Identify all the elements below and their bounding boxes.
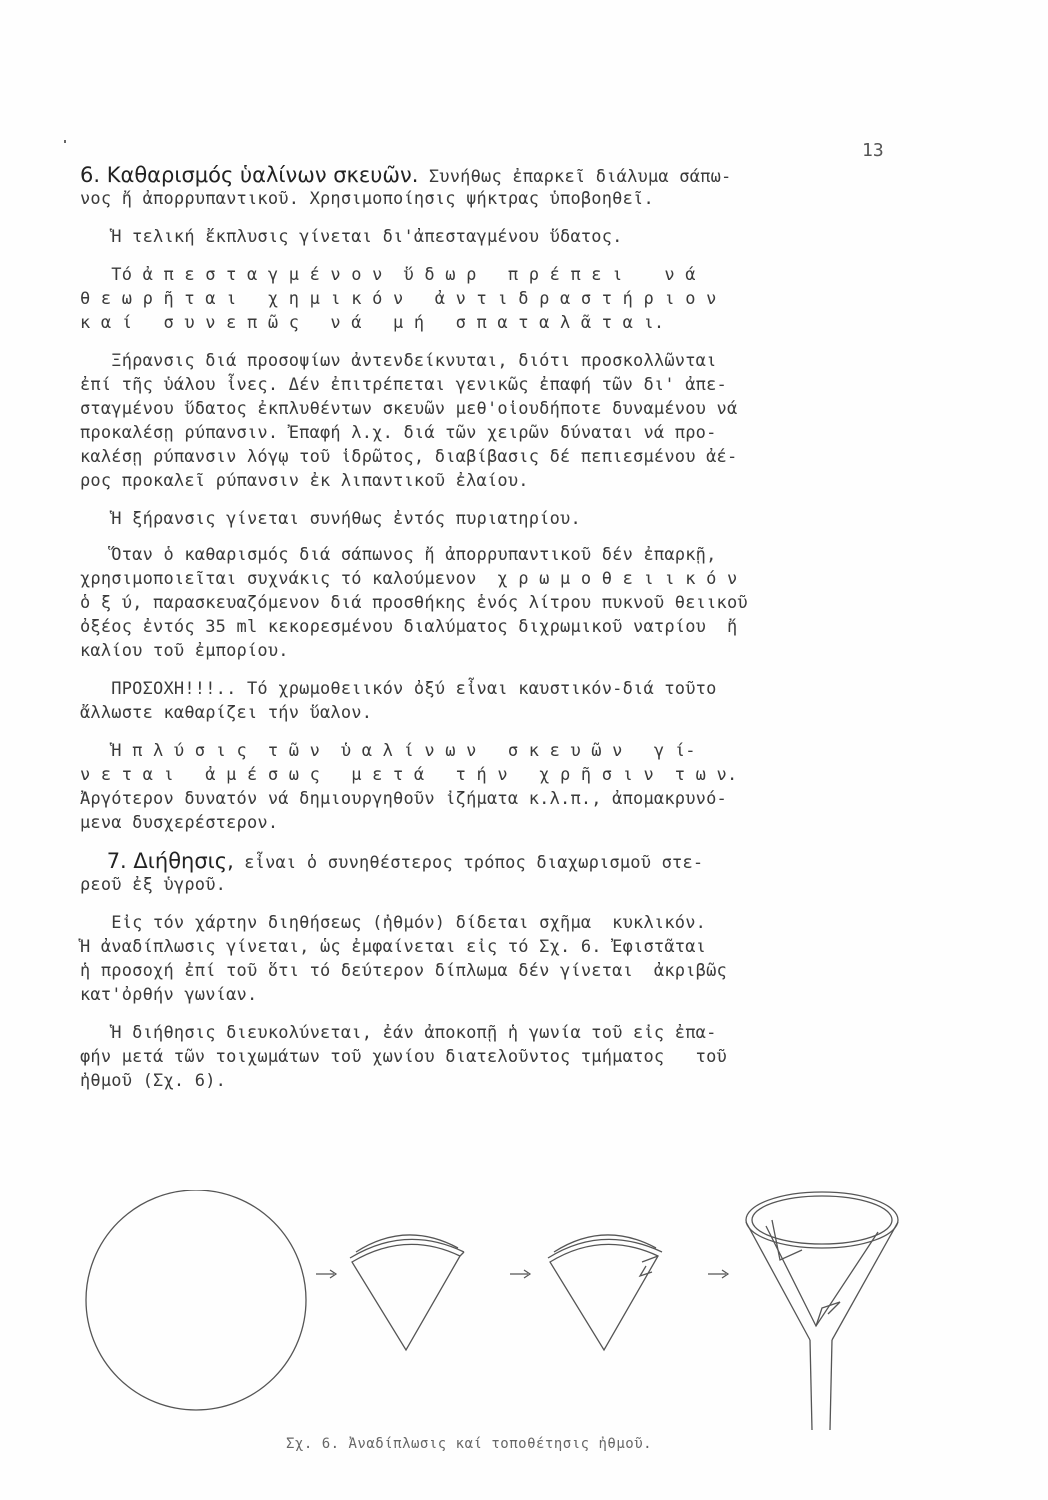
figure-caption: Σχ. 6. Ἀναδίπλωσις καί τοποθέτησις ἠθμοῦ. [286, 1436, 653, 1452]
text-line [80, 591, 892, 615]
text-line-content: Ἡ ξήρανσις γίνεται συνήθως ἐντός πυριατηρίου. [80, 509, 581, 529]
text-line-content: κ α ί σ υ ν ε π ῶ ς ν ά μ ή σ π α τ α λ ᾶ τ α ι. [80, 313, 665, 333]
text-line [80, 187, 892, 211]
text-line-content: χρησιμοποιεῖται συχνάκις τό καλούμενον χ ρ ω μ ο θ ε ι ι κ ό ν [80, 569, 738, 589]
text-line [80, 225, 892, 249]
body-text [80, 163, 892, 1093]
page-number: 13 [862, 140, 884, 161]
text-line-content: ρος προκαλεῖ ρύπανσιν ἐκ λιπαντικοῦ ἐλαίου. [80, 471, 529, 491]
folded-paper-step-2 [350, 1235, 464, 1350]
text-line [80, 397, 892, 421]
text-line [80, 567, 892, 591]
section-heading: 6. Καθαρισμός ὑαλίνων σκευῶν. [80, 163, 419, 187]
text-line [80, 639, 892, 663]
text-line [80, 287, 892, 311]
text-line-content: ἡ προσοχή ἐπί τοῦ ὅτι τό δεύτερον δίπλωμα δέν γίνεται ἀκριβῶς [80, 961, 727, 981]
text-line-content: Εἰς τόν χάρτην διηθήσεως (ἠθμόν) δίδεται σχῆμα κυκλικόν. [80, 913, 707, 933]
text-line-content: Ἡ π λ ύ σ ι ς τ ῶ ν ὑ α λ ί ν ω ν σ κ ε υ ῶ ν γ ί- [80, 741, 696, 761]
text-line-content: ΠΡΟΣΟΧΗ!!!.. Τό χρωμοθειικόν ὀξύ εἶναι καυστικόν-διά τοῦτο [80, 679, 717, 699]
text-line [80, 507, 892, 531]
text-line [80, 739, 892, 763]
text-line-content: καλέσῃ ρύπανσιν λόγῳ τοῦ ἱδρῶτος, διαβίβασις δέ πεπιεσμένου ἀέ- [80, 447, 738, 467]
text-line-content: Ἡ τελική ἔκπλυσις γίνεται δι'ἀπεσταγμένου ὕδατος. [80, 227, 623, 247]
text-line [80, 701, 892, 725]
text-line-content: κατ'ὀρθήν γωνίαν. [80, 985, 258, 1005]
text-line [80, 959, 892, 983]
arrow-2 [510, 1270, 530, 1278]
text-line [80, 935, 892, 959]
arrow-3 [708, 1270, 728, 1278]
text-line-content: καλίου τοῦ ἐμπορίου. [80, 641, 289, 661]
text-line [80, 349, 892, 373]
text-line-content: Ἀργότερον δυνατόν νά δημιουργηθοῦν ἰζήματα κ.λ.π., ἀπομακρυνό- [80, 789, 727, 809]
text-line-content: ὁ ξ ύ, παρασκευαζόμενον διά προσθήκης ἑνός λίτρου πυκνοῦ θειικοῦ [80, 593, 748, 613]
text-line [80, 763, 892, 787]
text-line-content: Ἡ ἀναδίπλωσις γίνεται, ὡς ἐμφαίνεται εἰς τό Σχ. 6. Ἐφιστᾶται [80, 937, 707, 957]
section-heading: 7. Διήθησις, [80, 849, 234, 873]
filter-paper-circle [86, 1190, 306, 1410]
text-line [80, 163, 892, 187]
text-line-content: φήν μετά τῶν τοιχωμάτων τοῦ χωνίου διατελοῦντος τμήματος τοῦ [80, 1047, 727, 1067]
text-line [80, 911, 892, 935]
text-line-content: Ἡ διήθησις διευκολύνεται, ἐάν ἀποκοπῇ ἡ γωνία τοῦ εἰς ἐπα- [80, 1023, 717, 1043]
text-line-content: θ ε ω ρ ῆ τ α ι χ η μ ι κ ό ν ἀ ν τ ι δ ρ α σ τ ή ρ ι ο ν [80, 289, 717, 309]
arrow-1 [316, 1270, 336, 1278]
text-line [80, 543, 892, 567]
text-line [80, 421, 892, 445]
text-line [80, 787, 892, 811]
text-line [80, 615, 892, 639]
figure-filter-folding [80, 1190, 920, 1430]
text-line [80, 445, 892, 469]
text-line-content: ἄλλωστε καθαρίζει τήν ὕαλον. [80, 703, 373, 723]
text-line-content: εἶναι ὁ συνηθέστερος τρόπος διαχωρισμοῦ στε- [233, 853, 704, 873]
funnel-with-filter [746, 1192, 898, 1430]
text-line [80, 469, 892, 493]
text-line-content: ἐπί τῆς ὑάλου ἶνες. Δέν ἐπιτρέπεται γενικῶς ἐπαφή τῶν δι' ἀπε- [80, 375, 727, 395]
text-line [80, 1021, 892, 1045]
text-line-content: ν ε τ α ι ἀ μ έ σ ω ς μ ε τ ά τ ή ν χ ρ ῆ σ ι ν τ ω ν. [80, 765, 738, 785]
text-line [80, 1045, 892, 1069]
text-line-content: ρεοῦ ἐξ ὑγροῦ. [80, 875, 227, 895]
text-line-content: ἠθμοῦ (Σχ. 6). [80, 1071, 227, 1091]
text-line [80, 1069, 892, 1093]
text-line-content: νος ἤ ἀπορρυπαντικοῦ. Χρησιμοποίησις ψήκτρας ὑποβοηθεῖ. [80, 189, 654, 209]
text-line-content: ὀξέος ἐντός 35 ml κεκορεσμένου διαλύματος διχρωμικοῦ νατρίου ἤ [80, 617, 738, 637]
text-line [80, 263, 892, 287]
text-line-content: προκαλέσῃ ρύπανσιν. Ἐπαφή λ.χ. διά τῶν χειρῶν δύναται νά προ- [80, 423, 717, 443]
text-line-content: Τό ἀ π ε σ τ α γ μ έ ν ο ν ὕ δ ω ρ π ρ έ π ε ι ν ά [80, 265, 696, 285]
text-line [80, 373, 892, 397]
text-line-content: Συνήθως ἐπαρκεῖ διάλυμα σάπω- [418, 167, 732, 187]
text-line [80, 849, 892, 873]
text-line [80, 311, 892, 335]
speck-mark [64, 140, 66, 143]
folded-paper-step-3 [548, 1235, 662, 1350]
text-line-content: σταγμένου ὕδατος ἐκπλυθέντων σκευῶν μεθ'οἱουδήποτε δυναμένου νά [80, 399, 738, 419]
text-line [80, 873, 892, 897]
text-line-content: Ξήρανσις διά προσοψίων ἀντενδείκνυται, διότι προσκολλῶνται [80, 351, 717, 371]
text-line [80, 811, 892, 835]
text-line [80, 677, 892, 701]
text-line [80, 983, 892, 1007]
text-line-content: μενα δυσχερέστερον. [80, 813, 279, 833]
text-line-content: Ὅταν ὁ καθαρισμός διά σάπωνος ἤ ἀπορρυπαντικοῦ δέν ἐπαρκῇ, [80, 545, 717, 565]
